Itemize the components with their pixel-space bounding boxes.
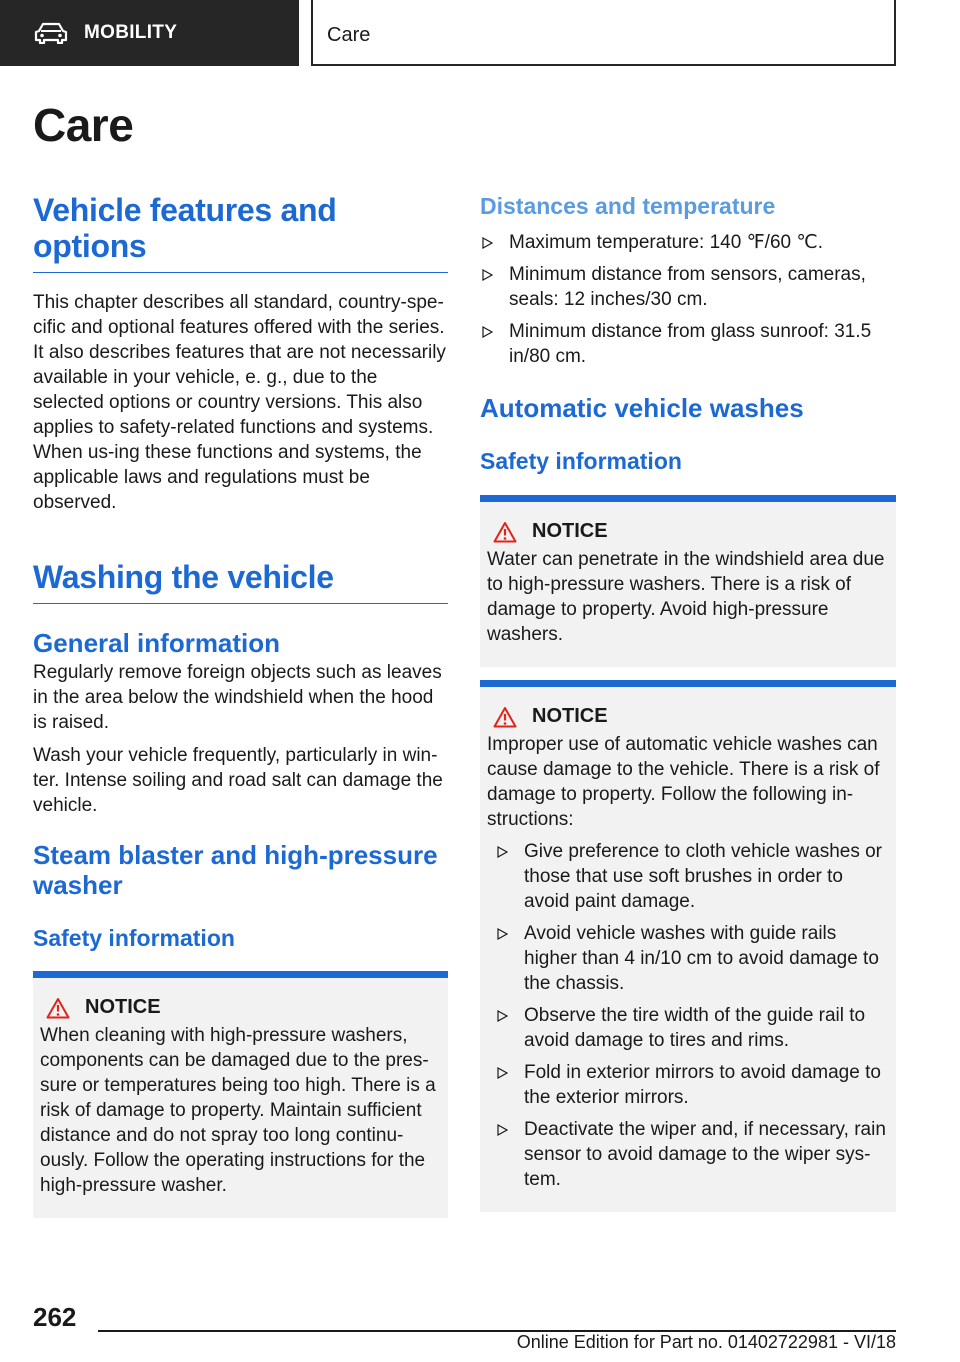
instructions-list <box>495 839 889 1192</box>
notice-box-automatic-washes <box>480 680 896 1212</box>
notice-box-windshield <box>480 495 896 667</box>
section-header-label: Care <box>327 23 371 46</box>
heading-vehicle-features: Vehicle features and options <box>33 192 448 273</box>
warning-triangle-icon <box>493 706 517 728</box>
list-item: Give preference to cloth vehicle washes or those that use soft brushes in order to avoid paint damage. <box>495 839 889 914</box>
heading-distances-temperature: Distances and temperature <box>480 193 776 219</box>
list-item: Observe the tire width of the guide rail to avoid damage to tires and rims. <box>495 1003 889 1053</box>
chapter-tab-label: MOBILITY <box>84 22 178 43</box>
notice-text: Improper use of automatic vehicle washes can cause damage to the vehicle. There is a risk of damage to property. Follow the following in-structions: <box>487 734 880 830</box>
list-item: Minimum distance from glass sunroof: 31.5 in/80 cm. <box>480 319 896 369</box>
triangle-bullet-icon <box>482 326 493 338</box>
page-footer <box>0 1294 960 1354</box>
warning-triangle-icon <box>46 997 70 1019</box>
triangle-bullet-icon <box>497 1067 508 1079</box>
paragraph-vehicle-features: This chapter describes all standard, country-spe-cific and optional features offered with the series. It also describes features that are not necessarily available in your vehicle, e. g., due to the selected options or country versions. This also applies to safety-related functions and systems. When us-ing these functions and systems, the applicable laws and regulations must be observed. <box>33 292 446 513</box>
warning-triangle-icon <box>493 521 517 543</box>
page-number: 262 <box>33 1302 77 1332</box>
triangle-bullet-icon <box>482 237 493 249</box>
list-item: Minimum distance from sensors, cameras, seals: 12 inches/30 cm. <box>480 262 896 312</box>
heading-washing-the-vehicle: Washing the vehicle <box>33 559 448 604</box>
triangle-bullet-icon <box>497 1124 508 1136</box>
section-header <box>311 0 896 66</box>
notice-header <box>493 705 889 728</box>
notice-header <box>46 996 441 1019</box>
list-item: Maximum temperature: 140 ℉/60 ℃. <box>480 230 896 255</box>
heading-safety-information-left: Safety information <box>33 925 235 951</box>
notice-label: NOTICE <box>532 520 608 542</box>
list-item: Fold in exterior mirrors to avoid damage to the exterior mirrors. <box>495 1060 889 1110</box>
edition-note: Online Edition for Part no. 01402722981 - VI/18 <box>516 1332 896 1352</box>
notice-label: NOTICE <box>85 996 161 1018</box>
list-item: Deactivate the wiper and, if necessary, rain sensor to avoid damage to the wiper sys-tem. <box>495 1117 889 1192</box>
triangle-bullet-icon <box>497 846 508 858</box>
car-icon <box>34 22 68 44</box>
heading-automatic-vehicle-washes: Automatic vehicle washes <box>480 393 804 423</box>
page-header <box>0 0 960 66</box>
notice-label: NOTICE <box>532 705 608 727</box>
notice-text: Water can penetrate in the windshield area due to high-pressure washers. There is a risk of damage to property. Avoid high-pressure washers. <box>487 549 885 645</box>
paragraph-general-1: Regularly remove foreign objects such as leaves in the area below the windshield when the hood is raised. <box>33 662 442 733</box>
left-column <box>33 192 448 1218</box>
notice-text: When cleaning with high-pressure washers, components can be damaged due to the pres-sure or temperatures being too high. There is a risk of damage to property. Maintain sufficient distance and do not spray too long continu-ously. Follow the operating instructions for the high-pressure washer. <box>40 1025 436 1196</box>
triangle-bullet-icon <box>497 928 508 940</box>
heading-safety-information-right: Safety information <box>480 448 682 474</box>
heading-general-information: General information <box>33 628 281 658</box>
page-title: Care <box>33 99 134 151</box>
heading-steam-blaster: Steam blaster and high-pressure washer <box>33 840 438 900</box>
triangle-bullet-icon <box>497 1010 508 1022</box>
list-item: Avoid vehicle washes with guide rails higher than 4 in/10 cm to avoid damage to the chassis. <box>495 921 889 996</box>
distances-list <box>480 230 896 369</box>
paragraph-general-2: Wash your vehicle frequently, particularly in win-ter. Intense soiling and road salt can damage the vehicle. <box>33 745 443 816</box>
chapter-tab <box>0 0 299 66</box>
right-column <box>480 192 896 1212</box>
notice-header <box>493 520 889 543</box>
notice-box-high-pressure <box>33 971 448 1218</box>
triangle-bullet-icon <box>482 269 493 281</box>
